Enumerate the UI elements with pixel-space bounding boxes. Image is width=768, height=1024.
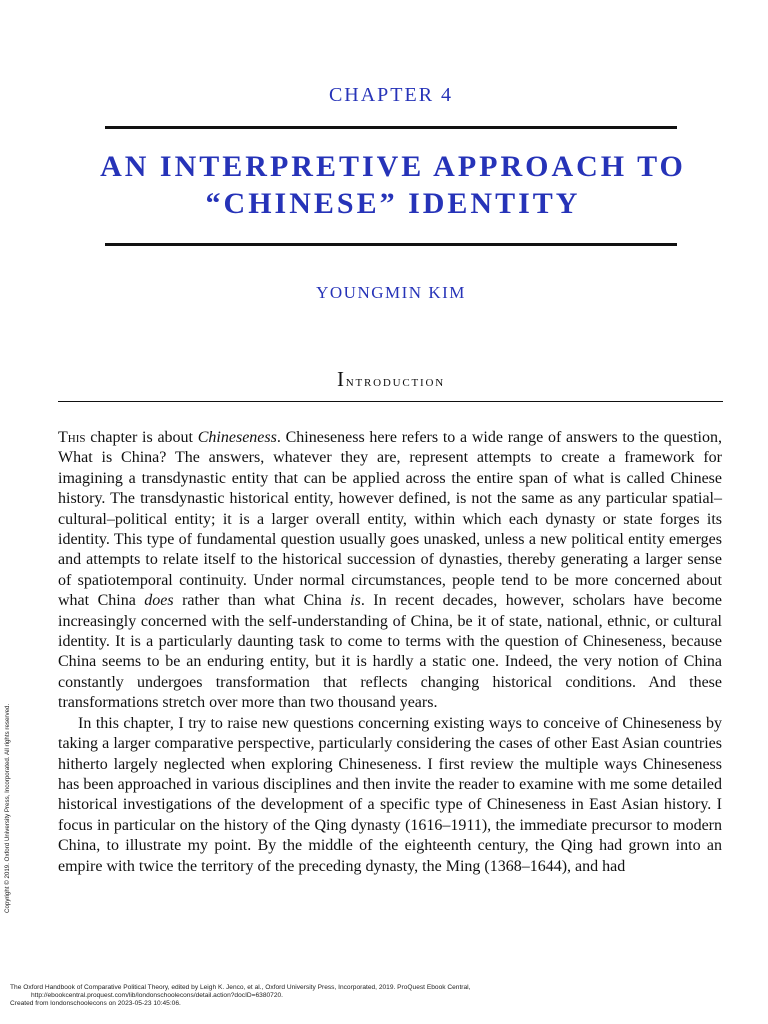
paragraph-1 [58,428,722,714]
title-bottom-rule [105,243,677,246]
paragraph-1-text-2: . Chineseness here refers to a wide range of answers to the question, What is China? The answers, whatever they are, represent attempts to create a framework for imagining a transdynastic entity that can be applied across the entire span of what is called Chinese history. The transdynastic historical entity, however defined, is not the same as any particular spatial–cultural–political entity; it is a larger overall entity, within which each dynasty or state forges its identity. This type of fundamental question usually goes unasked, unless a new political entity emerges and attempts to relate itself to the historical succession of dynasties, thereby generating a larger sense of spatiotemporal continuity. Under normal circumstances, people tend to be more concerned about what China [58,429,722,610]
chapter-title-line-2: “CHINESE” IDENTITY [205,187,581,220]
paragraph-2: In this chapter, I try to raise new questions concerning existing ways to conceive of Chineseness by taking a larger comparative perspective, particularly considering the cases of other East Asian countries hitherto largely neglected when exploring Chineseness. I first review the multiple ways Chineseness has been approached in various disciplines and then invite the reader to examine with me some detailed historical investigations of the development of a specific type of Chineseness in East Asian history. I focus in particular on the history of the Qing dynasty (1616–1911), the immediate precursor to modern China, to illustrate my point. By the middle of the eighteenth century, the Qing had grown into an empire with twice the territory of the preceding dynasty, the Ming (1368–1644), and had [58,714,722,875]
section-heading [0,367,768,392]
paragraph-lead-word: This [58,429,86,446]
copyright-side-note: Copyright © 2019. Oxford University Press, Incorporated. All rights reserved. [4,703,11,913]
body-text [58,428,722,877]
footer-line-3: Created from londonschoolecons on 2023-05-23 10:45:06. [10,1000,181,1007]
paragraph-1-text-4: . In recent decades, however, scholars have become increasingly concerned with the self-understanding of China, be it of state, national, ethnic, or cultural identity. It is a particularly daunting task to come to terms with the question of Chineseness, because China seems to be an enduring entity, but it is hardly a static one. Indeed, the very notion of China constantly undergoes transformation that reflects changing historical conditions. And these transformations stretch over more than two thousand years. [58,592,723,712]
paragraph-1-text-3: rather than what China [173,592,351,610]
paragraph-1-emphasis-3: is [350,592,361,610]
title-top-rule [105,126,677,129]
section-rule [58,401,723,402]
section-heading-initial: I [336,367,346,391]
paragraph-1-text-1: chapter is about [85,429,198,446]
footer-line-1: The Oxford Handbook of Comparative Political Theory, edited by Leigh K. Jenco, et al., Oxford University Press, Incorporated, 2019. ProQuest Ebook Central, [10,984,471,991]
footer-url-link[interactable]: http://ebookcentral.proquest.com/lib/londonschoolecons/detail.action?docID=6380720. [31,992,284,999]
footer-citation [10,984,710,1008]
author-name: YOUNGMIN KIM [316,283,466,302]
paragraph-1-emphasis-1: Chineseness [197,429,277,446]
paragraph-1-emphasis-2: does [144,592,174,610]
section-heading-rest: ntroduction [345,373,446,390]
chapter-label: CHAPTER 4 [328,84,454,106]
chapter-title [0,148,768,222]
chapter-title-line-1: AN INTERPRETIVE APPROACH TO [100,150,686,183]
